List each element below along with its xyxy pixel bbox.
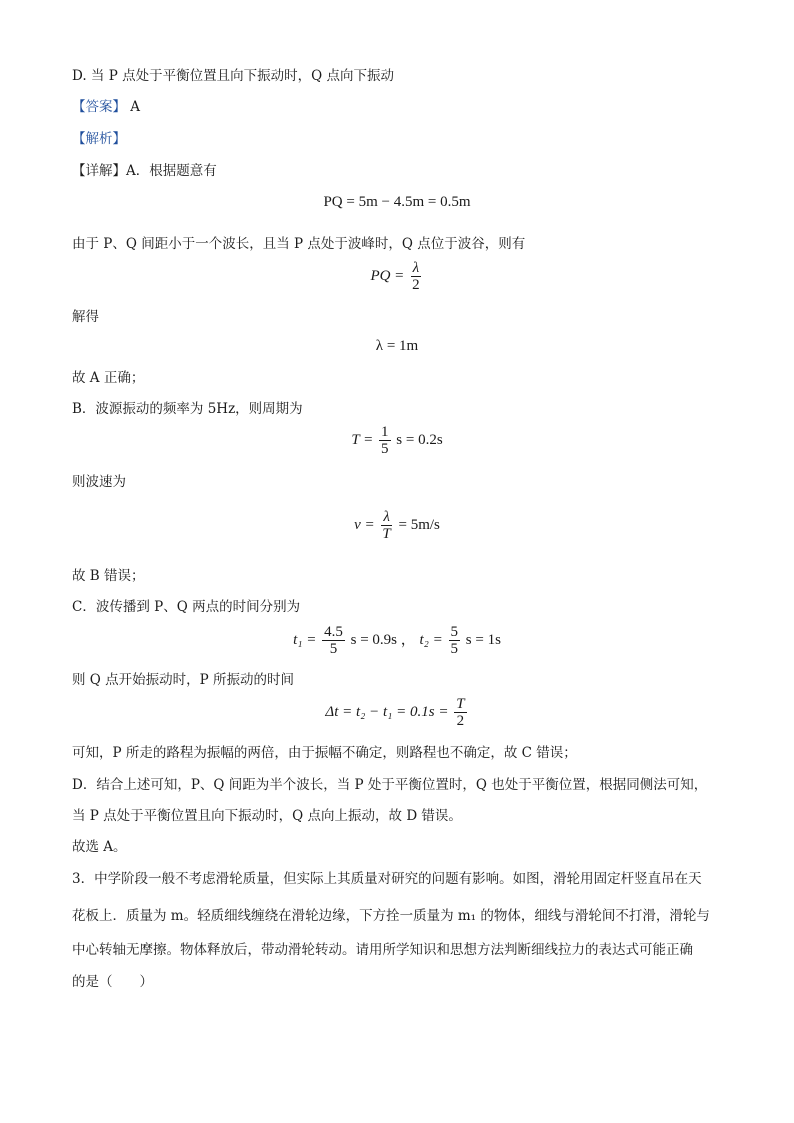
question-3-line-4: 的是（ ） [72, 974, 153, 990]
equation-pq-lambda [0, 260, 794, 293]
fraction-numerator: 1 [381, 424, 389, 440]
equation-times [0, 624, 794, 657]
eq-t1-lhs: t₁ = [293, 631, 317, 648]
b-wrong: 故 B 错误； [72, 568, 145, 584]
fraction-1-over-5 [379, 424, 391, 457]
analysis-tag: 【解析】 [72, 131, 126, 147]
answer-line [72, 97, 140, 117]
equation-lambda: λ = 1m [375, 338, 419, 354]
fraction-denominator: 2 [456, 713, 465, 729]
fraction-lambda-over-t [380, 509, 392, 542]
eq-t2-lhs: t₂ = [419, 631, 443, 648]
wave-speed-label: 则波速为 [72, 474, 126, 490]
equation-wave-speed [0, 509, 794, 542]
question-3-line-2: 花板上．质量为 m。轻质细线缠绕在滑轮边缘，下方拴一质量为 m₁ 的物体，细线与滑轮间不打滑，滑轮与 [72, 908, 710, 924]
eq-v-rhs: = 5m/s [398, 516, 440, 533]
fraction-numerator: 5 [450, 624, 459, 640]
solve-label: 解得 [72, 309, 99, 325]
c-q-start: 则 Q 点开始振动时，P 所振动的时间 [72, 672, 295, 688]
fraction-numerator: 4.5 [324, 624, 343, 640]
b-intro: B．波源振动的频率为 5Hz，则周期为 [72, 401, 303, 417]
eq-t-rhs: s = 0.2s [396, 431, 443, 448]
eq-v-lhs: v = [354, 516, 375, 533]
option-d-text: D. 当 P 点处于平衡位置且向下振动时，Q 点向下振动 [72, 68, 394, 84]
fraction-4-5-over-5 [322, 624, 345, 657]
detail-line [72, 161, 217, 181]
choose-answer: 故选 A。 [72, 839, 127, 855]
answer-value: A [130, 99, 141, 115]
d-line-1: D．结合上述可知，P、Q 间距为半个波长，当 P 处于平衡位置时，Q 也处于平衡位置，根据同侧法可知， [72, 777, 708, 793]
equation-pq: PQ = 5m − 4.5m = 0.5m [323, 194, 471, 210]
answer-tag: 【答案】 [72, 99, 126, 115]
c-conclusion: 可知，P 所走的路程为振幅的两倍，由于振幅不确定，则路程也不确定，故 C 错误； [72, 745, 577, 761]
fraction-denominator: 2 [412, 277, 420, 293]
eq-t2-rhs: s = 1s [465, 631, 501, 648]
question-3-line-1: 3．中学阶段一般不考虑滑轮质量，但实际上其质量对研究的问题有影响。如图，滑轮用固定杆竖直吊在天 [72, 871, 702, 887]
fraction-numerator: λ [412, 260, 420, 276]
fraction-denominator: 5 [450, 641, 459, 657]
fraction-lambda-over-2 [410, 260, 422, 293]
fraction-numerator: λ [383, 509, 390, 525]
detail-a-intro: A．根据题意有 [126, 163, 217, 179]
fraction-t-over-2 [454, 696, 466, 729]
fraction-denominator: T [382, 526, 391, 542]
equation-delta-t [0, 696, 794, 729]
fraction-denominator: 5 [381, 441, 389, 457]
a-correct: 故 A 正确； [72, 370, 145, 386]
eq-dt-lhs: Δt = t₂ − t₁ = 0.1s = [325, 703, 449, 720]
fraction-5-over-5 [449, 624, 461, 657]
fraction-numerator: T [456, 696, 465, 712]
fraction-denominator: 5 [329, 641, 338, 657]
equation-period [0, 424, 794, 457]
question-3-line-3: 中心转轴无摩擦。物体释放后，带动滑轮转动。请用所学知识和思想方法判断细线拉力的表达式可能正确 [72, 942, 693, 958]
eq-pq-lambda-lhs: PQ = [370, 267, 405, 284]
eq-t1-rhs: s = 0.9s ， [350, 631, 416, 648]
detail-tag: 【详解】 [72, 163, 126, 179]
pq-note: 由于 P、Q 间距小于一个波长，且当 P 点处于波峰时，Q 点位于波谷，则有 [72, 236, 526, 252]
eq-t-lhs: T = [351, 431, 374, 448]
c-intro: C．波传播到 P、Q 两点的时间分别为 [72, 599, 301, 615]
d-line-2: 当 P 点处于平衡位置且向下振动时，Q 点向上振动，故 D 错误。 [72, 808, 462, 824]
